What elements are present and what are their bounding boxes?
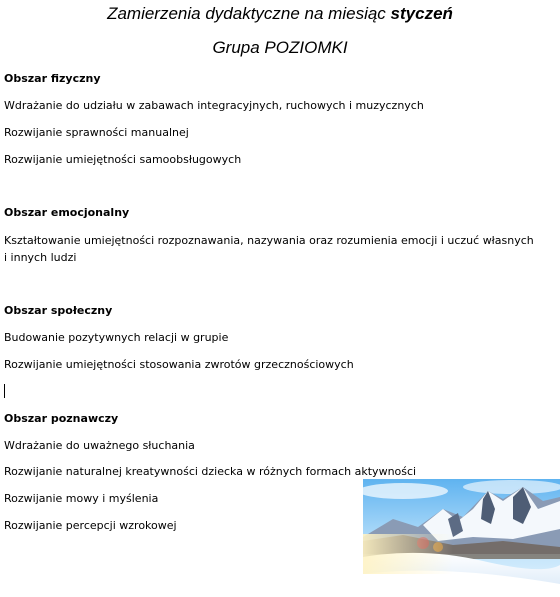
winter-mountain-photo bbox=[363, 479, 560, 597]
section-heading-social: Obszar społeczny bbox=[4, 304, 113, 317]
list-item: Rozwijanie mowy i myślenia bbox=[4, 492, 159, 505]
list-item: Wdrażanie do uważnego słuchania bbox=[4, 439, 195, 452]
list-item: Rozwijanie umiejętności stosowania zwrotów grzecznościowych bbox=[4, 358, 354, 371]
winter-mountain-image bbox=[363, 479, 560, 597]
list-item: Wdrażanie do udziału w zabawach integracyjnych, ruchowych i muzycznych bbox=[4, 99, 424, 112]
list-item: Rozwijanie naturalnej kreatywności dziecka w różnych formach aktywności bbox=[4, 465, 417, 478]
text-cursor bbox=[4, 384, 5, 398]
title-text: Zamierzenia dydaktyczne na miesiąc bbox=[107, 4, 391, 23]
list-item: Rozwijanie sprawności manualnej bbox=[4, 126, 189, 139]
group-title: Grupa POZIOMKI bbox=[212, 38, 348, 57]
list-item: Kształtowanie umiejętności rozpoznawania, nazywania oraz rozumienia emocji i uczuć własnych i innych ludzi bbox=[4, 234, 534, 264]
section-heading-cognitive: Obszar poznawczy bbox=[4, 412, 119, 425]
document-title bbox=[0, 4, 560, 24]
list-item: Rozwijanie umiejętności samoobsługowych bbox=[4, 153, 242, 166]
section-heading-emotional: Obszar emocjonalny bbox=[4, 206, 130, 219]
title-month: styczeń bbox=[390, 4, 453, 23]
list-item: Rozwijanie percepcji wzrokowej bbox=[4, 519, 177, 532]
section-heading-physical: Obszar fizyczny bbox=[4, 72, 101, 85]
list-item: Budowanie pozytywnych relacji w grupie bbox=[4, 331, 229, 344]
